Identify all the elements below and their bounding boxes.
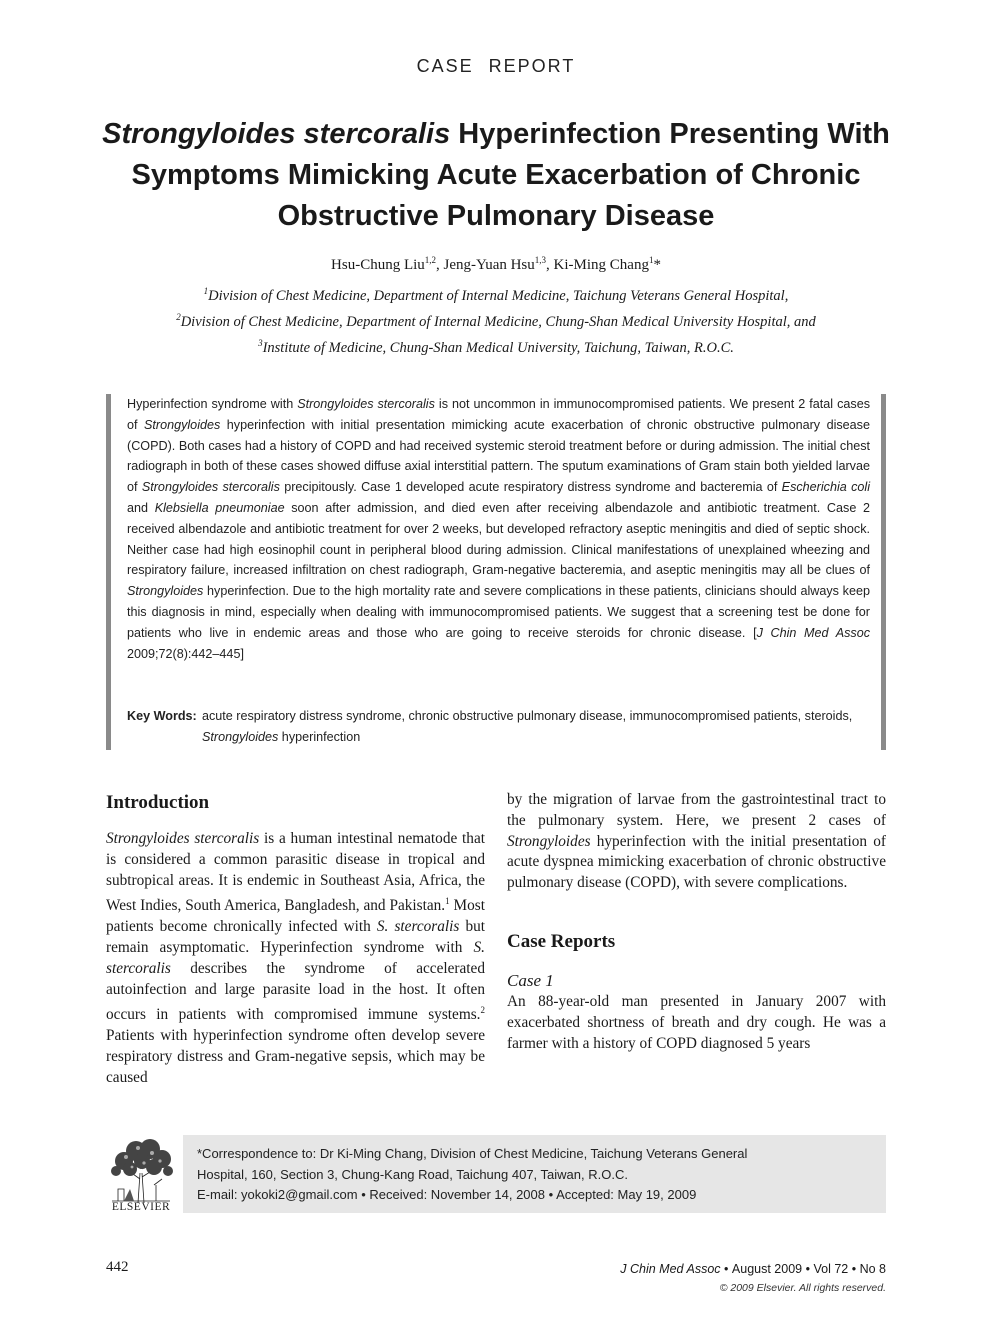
author-sep: ,: [546, 257, 554, 273]
text-run: An 88-year-old man presented in January 2007 with exacerbated shortness of breath and dry cough. He was a farmer with a history of COPD diagnosed 5 years: [507, 992, 886, 1052]
affiliation-number: 3: [258, 337, 263, 348]
introduction-paragraph: [106, 829, 485, 1089]
bullet: •: [805, 1262, 810, 1276]
text-run: hyperinfection. Due to the high mortality rate and severe complications in these patients, clinicians should always keep this diagnosis in mind, especially when dealing with immunocompromised patients. We suggest that a screening test be done for patients who live in endemic areas and those who are going to receive steroids for chronic disease. [: [127, 584, 870, 640]
case-reports-heading: Case Reports: [507, 930, 616, 952]
page-number: 442: [106, 1259, 129, 1275]
text-run: hyperinfection with the initial presentation of acute dyspnea mimicking exacerbation of chronic obstructive pulmonary disease (COPD), with severe complications.: [507, 832, 886, 892]
keywords-label: Key Words:: [127, 709, 197, 723]
reference-superscript: 2: [480, 1005, 485, 1016]
italic-term: S. stercoralis: [106, 939, 485, 977]
italic-term: J Chin Med Assoc: [756, 625, 870, 640]
affiliation: [0, 307, 992, 333]
text-run: but remain asymptomatic. Hyperinfection syndrome with: [106, 918, 486, 957]
italic-term: S. stercoralis: [376, 918, 460, 936]
italic-term: Strongyloides: [507, 832, 591, 850]
text-run: is not uncommon in immunocompromised patients. We present 2 fatal cases of: [127, 397, 870, 432]
author-affil-ref: 1,2: [424, 255, 437, 265]
elsevier-wordmark: ELSEVIER: [111, 1201, 171, 1213]
italic-term: Strongyloides: [143, 417, 221, 432]
introduction-continued: [507, 790, 886, 894]
author-name: Jeng-Yuan Hsu: [443, 257, 535, 273]
correspondence-line: *Correspondence to: Dr Ki-Ming Chang, Division of Chest Medicine, Taichung Veterans General: [197, 1146, 748, 1161]
bullet: •: [724, 1262, 729, 1276]
italic-term: Strongyloides stercoralis: [106, 830, 260, 847]
section-label: CASE REPORT: [416, 56, 576, 76]
affiliation-number: 1: [203, 286, 209, 296]
author-sep: *: [653, 257, 661, 273]
abstract-text: [127, 394, 870, 664]
text-run: Hyperinfection syndrome with: [127, 397, 298, 411]
affiliation-text: Division of Chest Medicine, Department of Internal Medicine, Taichung Veterans General Hospital,: [208, 287, 789, 304]
keywords-list: [202, 706, 866, 748]
italic-term: Strongyloides: [202, 730, 279, 744]
text-run: 2009;72(8):442–445]: [127, 646, 244, 661]
italic-term: Escherichia coli: [781, 480, 870, 495]
author-name: Ki-Ming Chang: [553, 257, 649, 273]
text-run: precipitously. Case 1 developed acute respiratory distress syndrome and bacteremia of: [279, 480, 782, 495]
affiliation-text: Institute of Medicine, Chung-Shan Medical University, Taichung, Taiwan, R.O.C.: [262, 339, 734, 356]
affiliation-number: 2: [176, 311, 181, 322]
journal-citation: [620, 1262, 886, 1276]
text-run: and: [127, 500, 155, 515]
text-run: hyperinfection with initial presentation mimicking acute exacerbation of chronic obstructive pulmonary disease (COPD). Both cases had a history of COPD and had received systemic steroid treatment before or during admission. The initial chest radiograph in both of these cases showed diffuse axial interstitial pattern. The sputum examinations of Gram stain both yielded larvae of: [127, 417, 870, 495]
article-title: [96, 114, 896, 237]
author-affil-ref: 1: [648, 255, 654, 265]
author-list: [0, 255, 992, 274]
body-column-right: [507, 790, 886, 1054]
affiliations: [0, 281, 992, 358]
text-run: describes the syndrome of accelerated autoinfection and large parasite load in the host. It often occurs in patients with compromised immune systems.: [106, 959, 485, 1024]
text-run: Patients with hyperinfection syndrome often develop severe respiratory distress and Gram-negative sepsis, which may be caused: [106, 1027, 485, 1086]
accepted-date: Accepted: May 19, 2009: [556, 1187, 697, 1202]
body-column-left: [106, 790, 485, 1089]
italic-term: Strongyloides: [127, 584, 204, 599]
author-sep: ,: [436, 257, 444, 273]
case1-paragraph: [507, 992, 886, 1054]
issue-number: No 8: [859, 1262, 886, 1276]
italic-term: Strongyloides stercoralis: [141, 480, 280, 495]
journal-name: J Chin Med Assoc: [620, 1262, 721, 1276]
received-date: Received: November 14, 2008: [369, 1187, 545, 1202]
affiliation: [0, 281, 992, 307]
correspondence-email: E-mail: yokoki2@gmail.com: [197, 1187, 358, 1202]
bullet: •: [548, 1187, 554, 1202]
text-run: by the migration of larvae from the gastrointestinal tract to the pulmonary system. Here, we present 2 cases of: [507, 791, 886, 829]
volume: Vol 72: [813, 1262, 849, 1276]
reference-superscript: 1: [445, 896, 450, 907]
copyright: © 2009 Elsevier. All rights reserved.: [719, 1282, 886, 1294]
introduction-heading: Introduction: [106, 792, 210, 813]
italic-term: Strongyloides stercoralis: [297, 397, 435, 411]
affiliation-text: Division of Chest Medicine, Department of Internal Medicine, Chung-Shan Medical University Hospital, and: [180, 313, 816, 330]
correspondence-line: Hospital, 160, Section 3, Chung-Kang Road, Taichung 407, Taiwan, R.O.C.: [197, 1166, 628, 1182]
issue-date: August 2009: [731, 1262, 803, 1276]
author-name: Hsu-Chung Liu: [331, 257, 425, 273]
title-rest: Hyperinfection Presenting With Symptoms Mimicking Acute Exacerbation of Chronic Obstructive Pulmonary Disease: [131, 118, 890, 232]
abstract-box: [106, 394, 886, 750]
affiliation: [0, 333, 992, 359]
correspondence-text: [197, 1144, 877, 1206]
case1-heading: Case 1: [507, 970, 554, 990]
keywords: [127, 706, 870, 748]
italic-term: Klebsiella pneumoniae: [154, 500, 285, 515]
author-affil-ref: 1,3: [534, 255, 547, 265]
text-run: Most patients become chronically infected with: [106, 897, 486, 936]
text-run: soon after admission, and died even after receiving albendazole and antibiotic treatment. Case 2 received albendazole and antibiotic treatment for over 2 weeks, but developed refractory aseptic meningitis and died of septic shock. Neither case had high eosinophil count in peripheral blood during admission. Clinical manifestations of unexplained wheezing and respiratory failure, increased infiltration on chest radiograph, Gram-negative bacteremia, and aseptic meningitis may all be clues of: [127, 500, 870, 578]
title-italic-part: Strongyloides stercoralis: [102, 118, 451, 150]
text-run: is a human intestinal nematode that is considered a common parasitic disease in tropical and subtropical areas. It is endemic in Southeast Asia, Africa, the West Indies, South America, Bangladesh, and Pakistan.: [106, 830, 485, 915]
text-run: hyperinfection: [278, 730, 361, 744]
correspondence-dates: [197, 1185, 877, 1206]
bullet: •: [851, 1262, 857, 1276]
bullet: •: [361, 1187, 366, 1202]
text-run: acute respiratory distress syndrome, chronic obstructive pulmonary disease, immunocompromised patients, steroids,: [202, 709, 853, 723]
correspondence-box: [183, 1135, 886, 1213]
